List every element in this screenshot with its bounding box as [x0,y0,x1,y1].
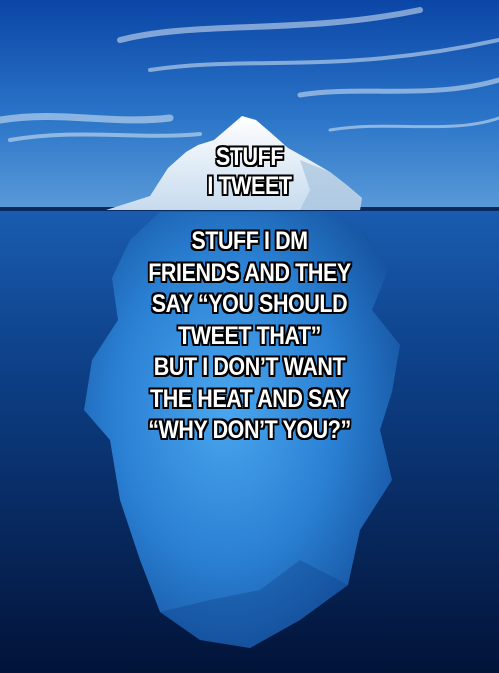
caption-line: FRIENDS AND THEY [148,258,351,287]
caption-line: BUT I DON’T WANT [153,353,346,381]
caption-line: TWEET THAT” [178,321,321,350]
caption-line: “WHY DON’T YOU?” [148,416,351,444]
caption-line: SAY “YOU SHOULD [151,290,348,318]
caption-below-water [35,226,464,447]
caption-line: STUFF I DM [191,227,308,255]
caption-line: THE HEAT AND SAY [149,384,349,413]
caption-line: I TWEET [207,172,292,200]
caption-line: STUFF [215,143,284,171]
caption-above-water [35,143,464,201]
